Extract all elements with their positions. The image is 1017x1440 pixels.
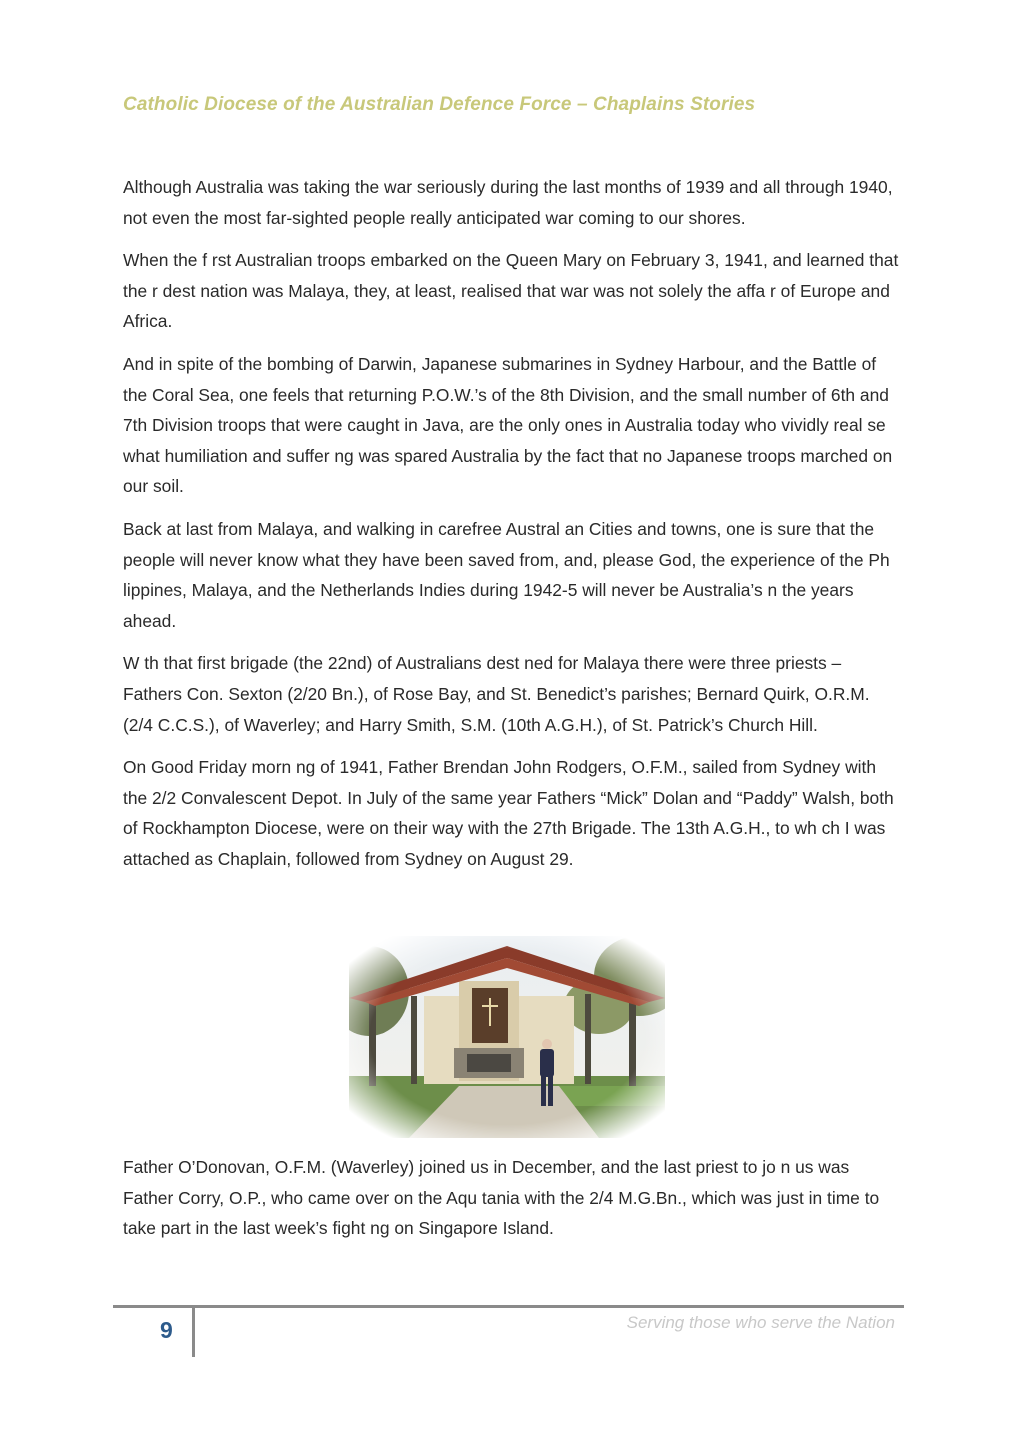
paragraph: W th that first brigade (the 22nd) of Australians dest ned for Malaya there were three priests – Fathers Con. Sexton (2/20 Bn.), of Rose Bay, and St. Benedict’s parishes; Bernard Quirk, O.R.M. (2/4 C.C.S.), of Waverley; and Harry Smith, S.M. (10th A.G.H.), of St. Patrick’s Church Hill. [123, 653, 870, 735]
memorial-chapel-photo [349, 936, 665, 1138]
body-text-continued [123, 1152, 899, 1244]
paragraph: Although Australia was taking the war seriously during the last months of 1939 and all through 1940, not even the most far-sighted people really anticipated war coming to our shores. [123, 177, 893, 228]
paragraph: Father O’Donovan, O.F.M. (Waverley) joined us in December, and the last priest to jo n us was Father Corry, O.P., who came over on the Aqu tania with the 2/4 M.G.Bn., which was just in time to take part in the last week’s fight ng on Singapore Island. [123, 1157, 880, 1239]
photo-illustration [349, 936, 665, 1138]
paragraph: On Good Friday morn ng of 1941, Father Brendan John Rodgers, O.F.M., sailed from Sydney with the 2/2 Convalescent Depot. In July of the same year Fathers “Mick” Dolan and “Paddy” Walsh, both of Rockhampton Diocese, were on their way with the 27th Brigade. The 13th A.G.H., to wh ch I was attached as Chaplain, followed from Sydney on August 29. [123, 757, 894, 869]
paragraph: When the f rst Australian troops embarked on the Queen Mary on February 3, 1941, and learned that the r dest nation was Malaya, they, at least, realised that war was not solely the affa r of Europe and Africa. [123, 250, 899, 332]
body-text [123, 172, 899, 886]
page-number: 9 [160, 1317, 173, 1343]
footer-rule [113, 1305, 904, 1308]
paragraph: Back at last from Malaya, and walking in carefree Austral an Cities and towns, one is sure that the people will never know what they have been saved from, and, please God, the experience of the Ph lippines, Malaya, and the Netherlands Indies during 1942-5 will never be Australia’s n the years ahead. [123, 518, 890, 631]
footer-divider [192, 1305, 195, 1357]
paragraph: And in spite of the bombing of Darwin, Japanese submarines in Sydney Harbour, and the Battle of the Coral Sea, one feels that returning P.O.W.’s of the 8th Division, and the small number of 6th and 7th Division troops that were caught in Java, are the only ones in Australia today who vividly real se what humiliation and suffer ng was spared Australia by the fact that no Japanese troops marched on our soil. [123, 353, 893, 497]
footer-tagline: Serving those who serve the Nation [626, 1313, 895, 1332]
running-header: Catholic Diocese of the Australian Defence Force – Chaplains Stories [123, 94, 756, 115]
